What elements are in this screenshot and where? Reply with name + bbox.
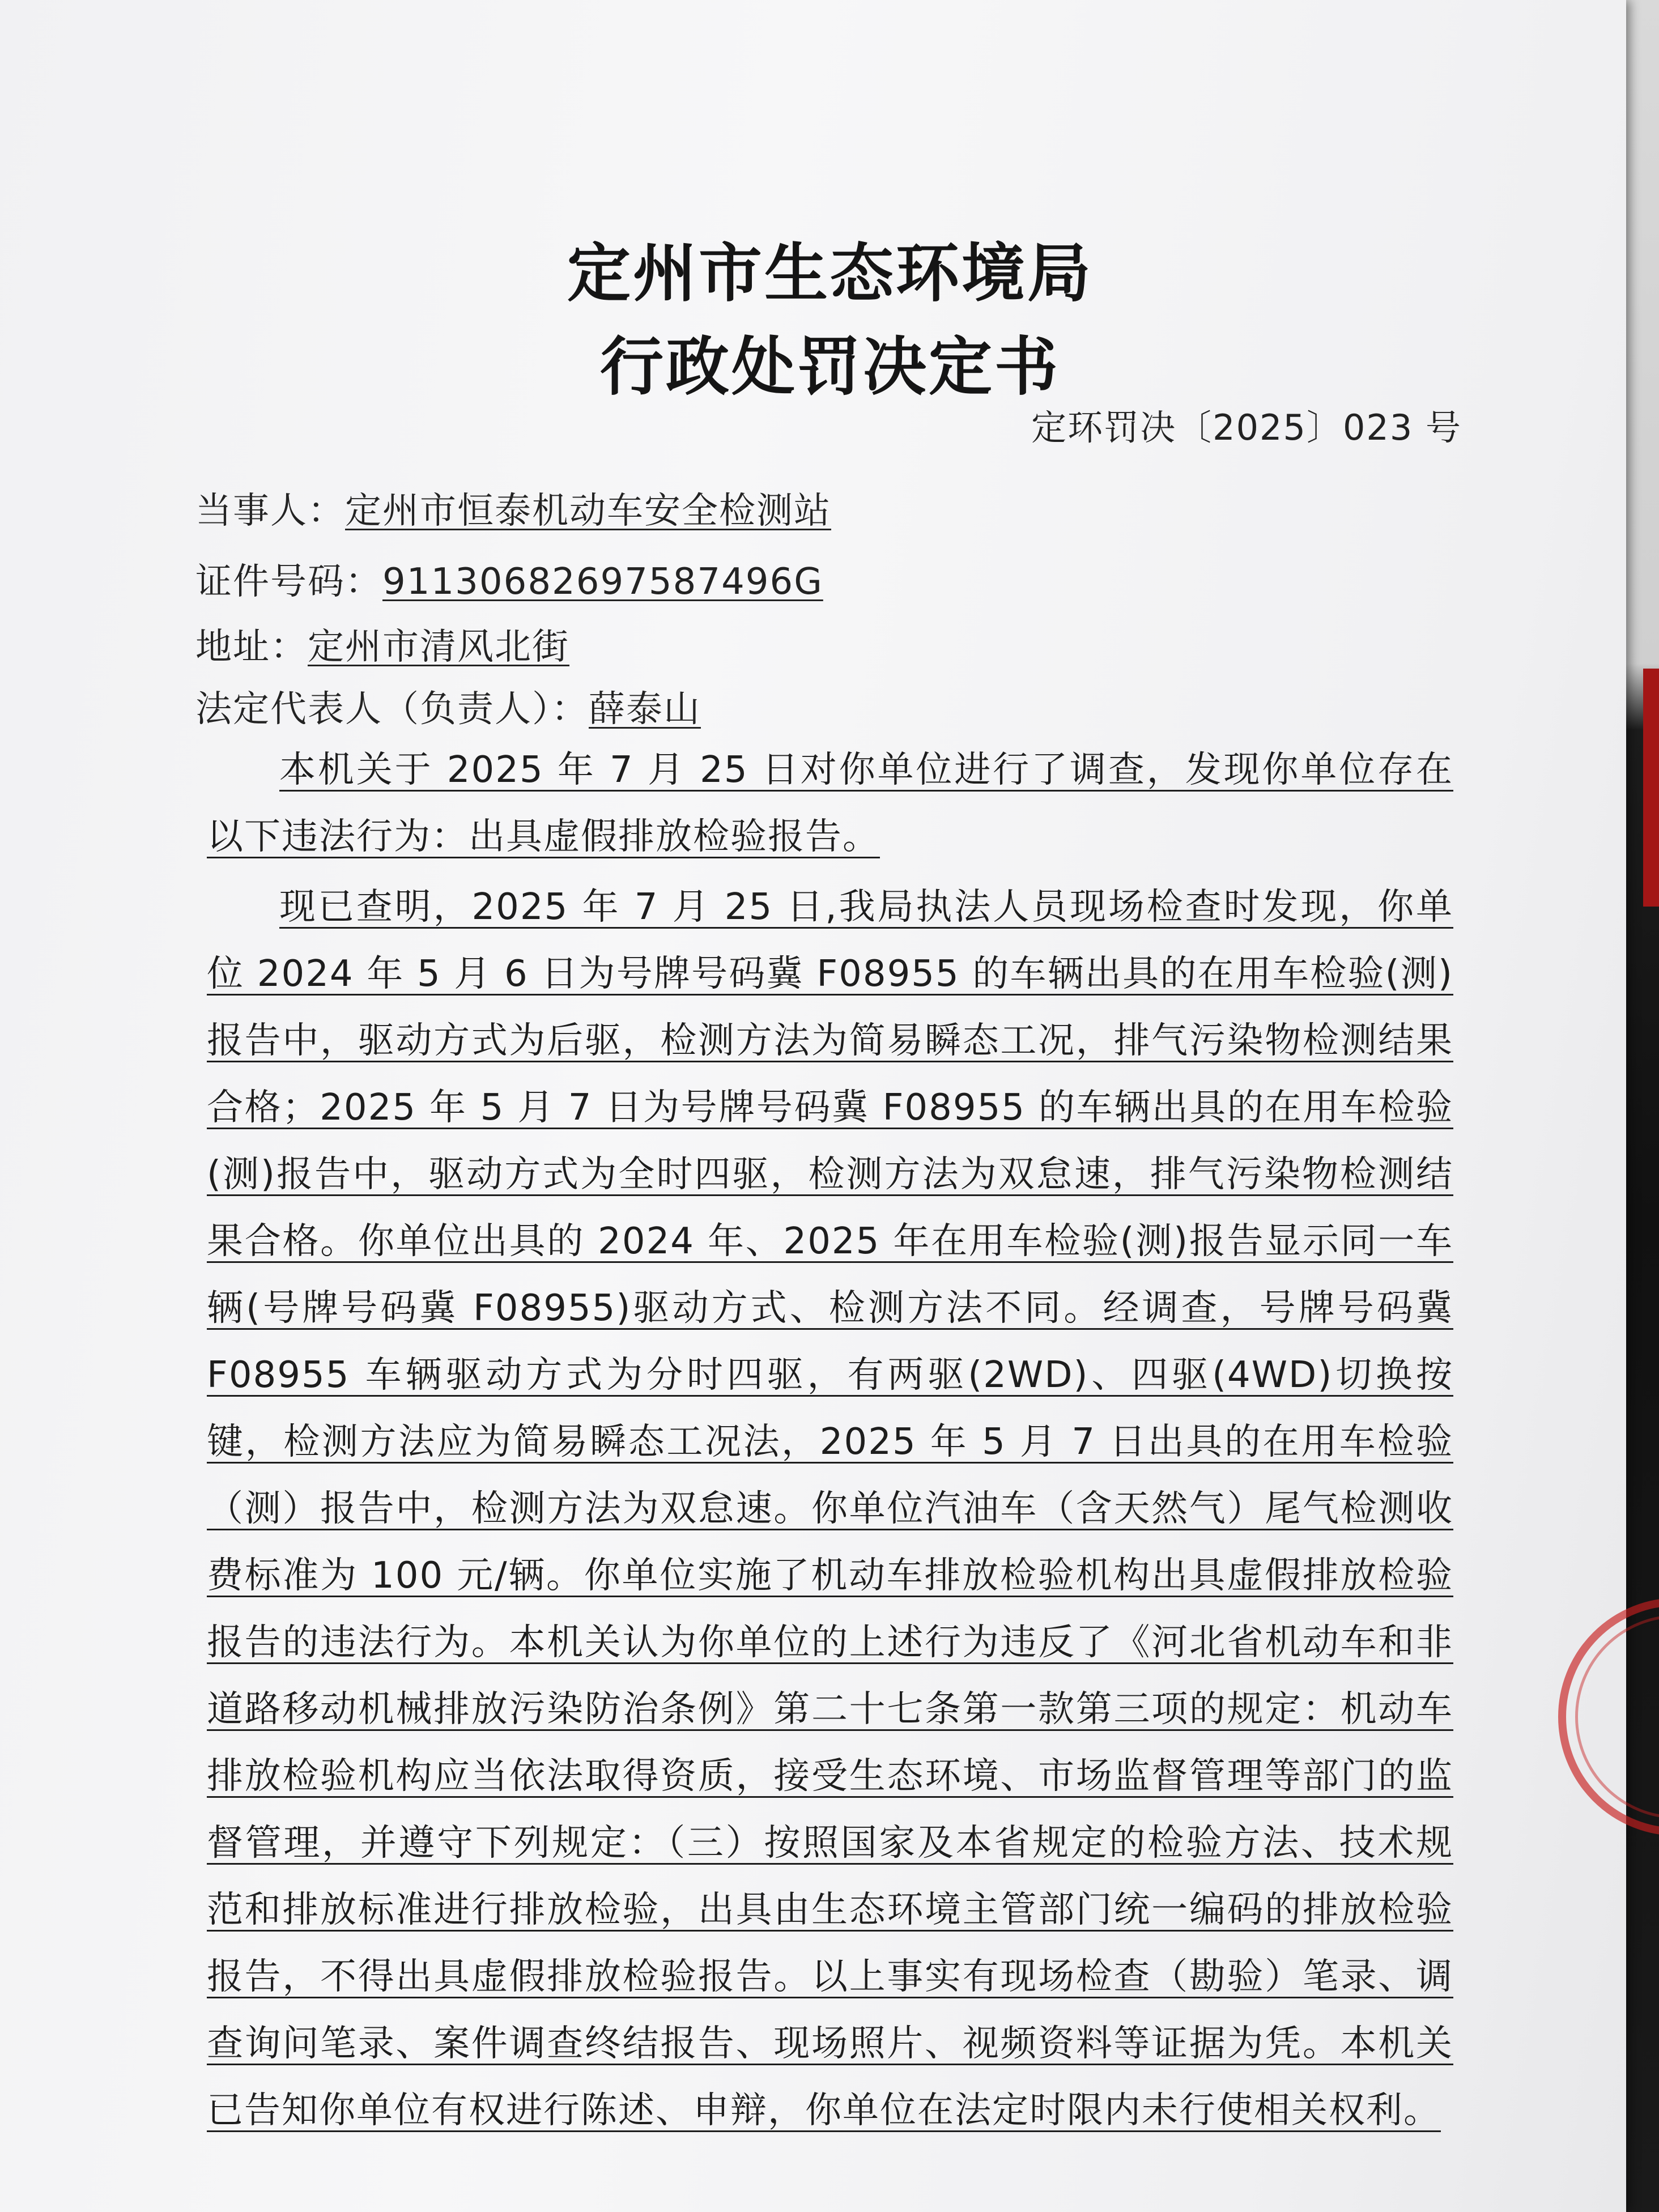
- title-line-agency: 定州市生态环境局: [567, 236, 1093, 310]
- document-number: 定环罚决〔2025〕023 号: [1031, 407, 1462, 448]
- id-number-field: [195, 552, 823, 605]
- document-title: [0, 227, 1626, 414]
- body-paragraph-investigation: [207, 737, 1453, 870]
- document-body: [207, 737, 1453, 2144]
- background-red-object: [1643, 669, 1659, 907]
- title-line-doc-type: 行政处罚决定书: [600, 330, 1060, 404]
- body-paragraph-findings: [207, 874, 1453, 2144]
- party-value: 定州市恒泰机动车安全检测站: [345, 490, 831, 532]
- address-label: 地址：: [195, 626, 308, 668]
- address-field: [195, 618, 569, 670]
- address-value: 定州市清风北街: [308, 626, 569, 668]
- paragraph-text: 本机关于 2025 年 7 月 25 日对你单位进行了调查，发现你单位存在以下违法行为：出具虚假排放检验报告。: [207, 749, 1453, 858]
- legal-representative-label: 法定代表人（负责人）：: [195, 688, 589, 730]
- party-label: 当事人：: [195, 490, 345, 532]
- legal-representative-value: 薛泰山: [589, 688, 701, 730]
- id-number-label: 证件号码：: [195, 561, 382, 603]
- id-number-value: 91130682697587496G: [382, 561, 823, 603]
- party-field: [195, 482, 831, 534]
- legal-representative-field: [195, 680, 701, 732]
- paragraph-text: 现已查明，2025 年 7 月 25 日,我局执法人员现场检查时发现，你单位 2024 年 5 月 6 日为号牌号码冀 F08955 的车辆出具的在用车检验(测)报告中，驱动方式为后驱，检测方法为简易瞬态工况，排气污染物检测结果合格；2025 年 5 月 7 日为号牌号码冀 F08955 的车辆出具的在用车检验(测)报告中，驱动方式为全时四驱，检测方法为双怠速，排气污染物检测结果合格。你单位出具的 2024 年、2025 年在用车检验(测)报告显示同一车辆(号牌号码冀 F08955)驱动方式、检测方法不同。经调查，号牌号码冀 F08955 车辆驱动方式为分时四驱，有两驱(2WD)、四驱(4WD)切换按键，检测方法应为简易瞬态工况法，2025 年 5 月 7 日出具的在用车检验（测）报告中，检测方法为双怠速。你单位汽油车（含天然气）尾气检测收费标准为 100 元/辆。你单位实施了机动车排放检验机构出具虚假排放检验报告的违法行为。本机关认为你单位的上述行为违反了《河北省机动车和非道路移动机械排放污染防治条例》第二十七条第一款第三项的规定：机动车排放检验机构应当依法取得资质，接受生态环境、市场监督管理等部门的监督管理，并遵守下列规定：（三）按照国家及本省规定的检验方法、技术规范和排放标准进行排放检验，出具由生态环境主管部门统一编码的排放检验报告，不得出具虚假排放检验报告。以上事实有现场检查（勘验）笔录、调查询问笔录、案件调查终结报告、现场照片、视频资料等证据为凭。本机关已告知你单位有权进行陈述、申辩，你单位在法定时限内未行使相关权利。: [207, 886, 1453, 2132]
